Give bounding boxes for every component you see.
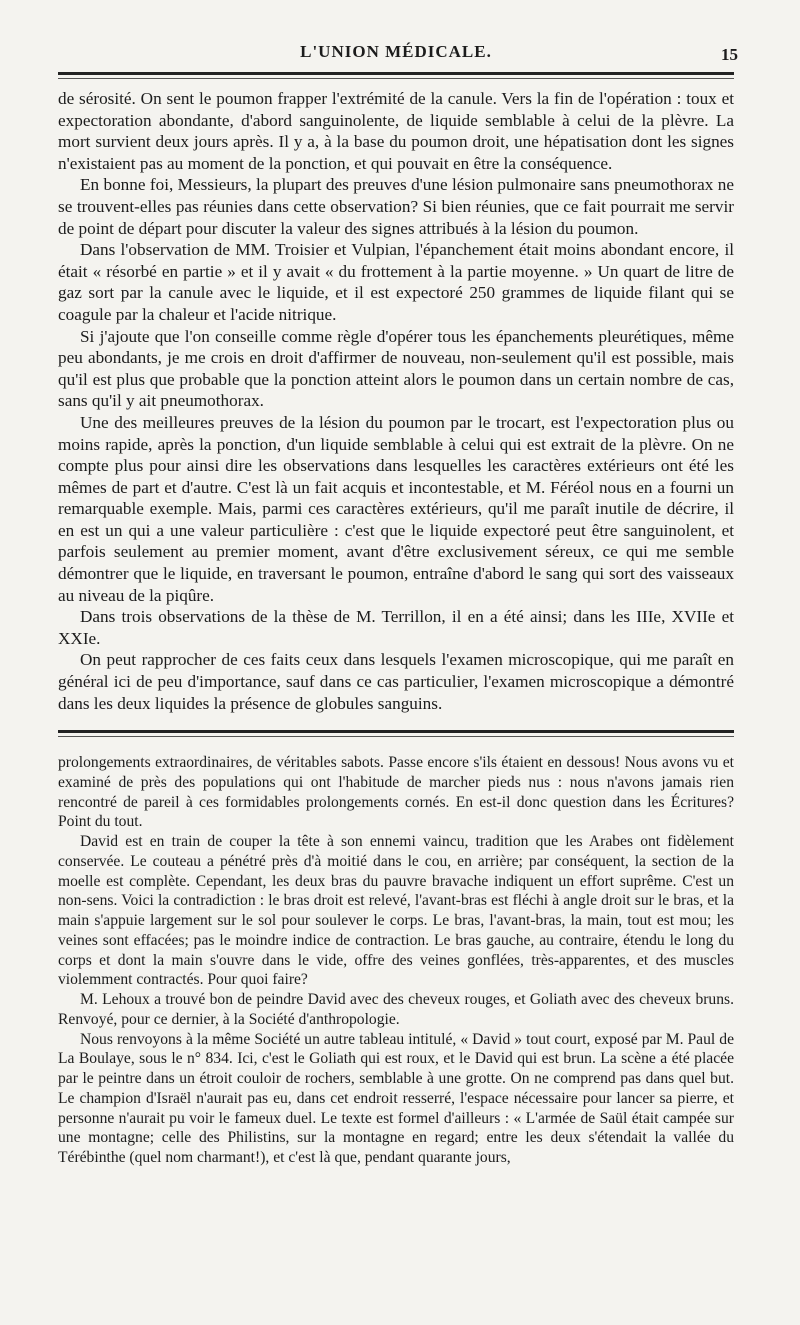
- page-number: 15: [721, 45, 738, 64]
- feuilleton-divider-thin: [58, 736, 734, 737]
- feuilleton-paragraph: prolongements extraordinaires, de véritables sabots. Passe encore s'ils étaient en dessous! Nous avons vu et examiné de près des populations qui ont l'habitude de marcher pieds nus : nous n'avons jamais rien rencontré de pareil à ces formidables prolongements cornés. En est-il donc question dans les Écritures? Point du tout.: [58, 754, 734, 831]
- feuilleton-paragraph: Nous renvoyons à la même Société un autre tableau intitulé, « David » tout court, exposé par M. Paul de La Boulaye, sous le n° 834. Ici, c'est le Goliath qui est roux, et le David qui est brun. La scène a été placée par le peintre dans un étroit couloir de rochers, semblable à une grotte. On ne comprend pas dans quel but. Le champion d'Israël n'aurait pas eu, dans cet endroit resserré, l'espace nécessaire pour lancer sa pierre, et personne n'aurait pu voir le fameux duel. Le texte est formel d'ailleurs : « L'armée de Saül était campée sur une montagne; celle des Philistins, sur la montagne en regard; entre les deux s'étendait la vallée du Térébinthe (quel nom charmant!), et c'est là que, pendant quarante jours,: [58, 1030, 734, 1167]
- header-rule: [58, 72, 734, 75]
- running-head: [58, 0, 738, 70]
- article-paragraph: On peut rapprocher de ces faits ceux dans lesquels l'examen microscopique, qui me paraît en général ici de peu d'importance, sauf dans ce cas particulier, l'examen microscopique a démontré dans les deux liquides la présence de globules sanguins.: [58, 650, 734, 713]
- journal-title: L'UNION MÉDICALE.: [300, 42, 492, 61]
- header-rule-thin: [58, 78, 734, 79]
- feuilleton-paragraph: M. Lehoux a trouvé bon de peindre David avec des cheveux rouges, et Goliath avec des cheveux bruns. Renvoyé, pour ce dernier, à la Société d'anthropologie.: [58, 991, 734, 1028]
- article-paragraph: Dans trois observations de la thèse de M. Terrillon, il en a été ainsi; dans les IIIe, XVIIe et XXIe.: [58, 607, 734, 648]
- article-paragraph: Si j'ajoute que l'on conseille comme règle d'opérer tous les épanchements pleurétiques, même peu abondants, je me crois en droit d'affirmer de nouveau, non-seulement qu'il est possible, mais qu'il est plus que probable que la ponction atteint alors le poumon dans un certain nombre de cas, sans qu'il y ait pneumothorax.: [58, 326, 734, 411]
- article-body: [58, 88, 734, 714]
- article-paragraph: Dans l'observation de MM. Troisier et Vulpian, l'épanchement était moins abondant encore, il était « résorbé en partie » et il y avait « du frottement à la partie moyenne. » Un quart de litre de gaz sort par la canule avec le liquide, et il est expectoré 250 grammes de liquide filant qui se coagule par la chaleur et l'acide nitrique.: [58, 240, 734, 324]
- feuilleton-divider: [58, 730, 734, 733]
- article-paragraph: de sérosité. On sent le poumon frapper l'extrémité de la canule. Vers la fin de l'opération : toux et expectoration abondante, d'abord sanguinolente, de liquide semblable à celui de la plèvre. La mort survient deux jours après. Il y a, à la base du poumon droit, une hépatisation dont les signes n'existaient pas au moment de la ponction, et qui pouvait en être la conséquence.: [58, 89, 734, 173]
- article-paragraph: En bonne foi, Messieurs, la plupart des preuves d'une lésion pulmonaire sans pneumothorax ne se trouvent-elles pas réunies dans cette observation? Si bien réunies, que ce fait pourrait me servir de point de départ pour discuter la valeur des signes attribués à la lésion du poumon.: [58, 175, 734, 238]
- feuilleton-paragraph: David est en train de couper la tête à son ennemi vaincu, tradition que les Arabes ont fidèlement conservée. Le couteau a pénétré près d'à moitié dans le cou, en arrière; par conséquent, la section de la moelle est complète. Cependant, les deux bras du pauvre bravache indiquent un effort suprême. C'est un non-sens. Voici la contradiction : le bras droit est relevé, l'avant-bras est fléchi à angle droit sur le bras, et la main s'appuie largement sur le sol pour soulever le corps. Le bras, l'avant-bras, la main, tout est mou; les veines sont effacées; pas le moindre indice de contraction. Le bras gauche, au contraire, étendu le long du corps et dont la main s'ouvre dans le vide, offre des veines gonflées, très-apparentes, et des muscles violemment contractés. Pour quoi faire?: [58, 833, 734, 989]
- feuilleton-body: [58, 753, 734, 1168]
- article-paragraph: Une des meilleures preuves de la lésion du poumon par le trocart, est l'expectoration plus ou moins rapide, après la ponction, d'un liquide semblable à celui qui est extrait de la plèvre. On ne compte plus pour ainsi dire les observations dans lesquelles les caractères extérieurs ont été les mêmes de part et d'autre. C'est là un fait acquis et incontestable, et M. Féréol nous en a fourni un remarquable exemple. Mais, parmi ces caractères extérieurs, qu'il me paraît inutile de décrire, il en est un qui a une valeur particulière : c'est que le liquide expectoré peut être sanguinolent, et parfois seulement au premier moment, avant d'être exclusivement séreux, ce qui me semble démontrer que le liquide, en traversant le poumon, entraîne d'abord le sang qui sort des vaisseaux au niveau de la piqûre.: [58, 412, 734, 605]
